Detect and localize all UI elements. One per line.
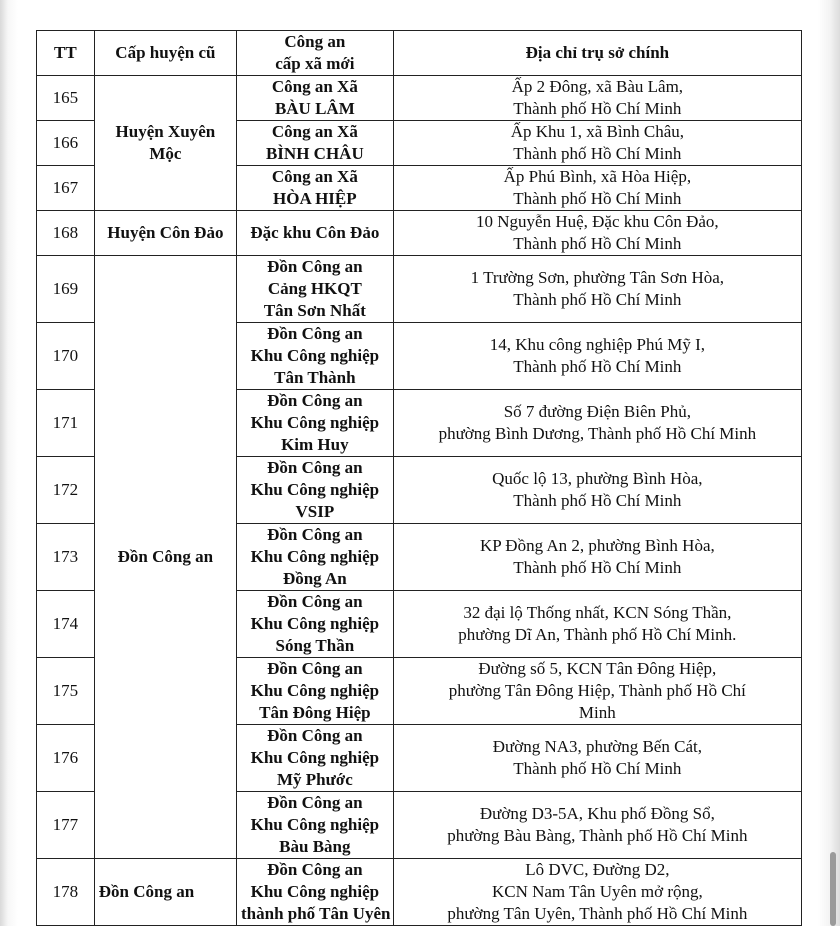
police-unit-line: Tân Đông Hiệp — [259, 703, 371, 722]
police-unit-line: VSIP — [295, 502, 335, 521]
police-unit-line: thành phố Tân Uyên — [241, 904, 391, 923]
police-unit-line: Khu Công nghiệp — [250, 815, 380, 834]
row-number: 173 — [37, 524, 95, 591]
police-unit-line: Khu Công nghiệp — [250, 681, 380, 700]
address-line: phường Bình Dương, Thành phố Hồ Chí Minh — [438, 424, 757, 443]
police-unit-line: Khu Công nghiệp — [250, 480, 380, 499]
address-line: Thành phố Hồ Chí Minh — [513, 290, 682, 309]
police-unit-line: Đồn Công an — [267, 793, 363, 812]
police-unit-line: Đồn Công an — [267, 458, 363, 477]
police-unit-line: Đồn Công an — [267, 726, 363, 745]
police-unit-line: Bàu Bàng — [279, 837, 351, 856]
address-line: Thành phố Hồ Chí Minh — [513, 189, 682, 208]
police-unit-line: Tân Sơn Nhất — [263, 301, 366, 320]
row-number: 177 — [37, 792, 95, 859]
address-line: Thành phố Hồ Chí Minh — [513, 234, 682, 253]
address-line: Thành phố Hồ Chí Minh — [513, 491, 682, 510]
address-line: Thành phố Hồ Chí Minh — [513, 759, 682, 778]
police-unit-line: BÀU LÂM — [274, 99, 355, 118]
address-line: Minh — [578, 703, 616, 722]
address-cell — [393, 256, 801, 323]
address-cell — [393, 792, 801, 859]
police-unit-line: Khu Công nghiệp — [250, 748, 380, 767]
police-unit-line: Đặc khu Côn Đảo — [250, 223, 380, 242]
address-line: 14, Khu công nghiệp Phú Mỹ I, — [489, 335, 706, 354]
old-district-cell: Đồn Công an — [94, 256, 236, 859]
row-number: 172 — [37, 457, 95, 524]
police-unit-line: Đồn Công an — [267, 592, 363, 611]
row-number: 174 — [37, 591, 95, 658]
address-cell — [393, 725, 801, 792]
police-units-table — [36, 30, 802, 926]
police-unit-line: Công an Xã — [271, 122, 358, 141]
header-old-district: Cấp huyện cũ — [94, 31, 236, 76]
police-unit-cell — [237, 121, 394, 166]
address-line: Số 7 đường Điện Biên Phủ, — [503, 402, 691, 421]
police-unit-cell — [237, 658, 394, 725]
address-line: Thành phố Hồ Chí Minh — [513, 144, 682, 163]
police-unit-line: Đồn Công an — [267, 324, 363, 343]
address-line: Thành phố Hồ Chí Minh — [513, 99, 682, 118]
address-cell — [393, 76, 801, 121]
police-unit-cell — [237, 166, 394, 211]
address-line: phường Tân Uyên, Thành phố Hồ Chí Minh — [447, 904, 748, 923]
police-unit-line: Khu Công nghiệp — [250, 346, 380, 365]
header-new-police — [237, 31, 394, 76]
row-number: 166 — [37, 121, 95, 166]
address-cell — [393, 591, 801, 658]
address-line: phường Bàu Bàng, Thành phố Hồ Chí Minh — [447, 826, 748, 845]
table-row — [37, 859, 802, 926]
address-line: Đường số 5, KCN Tân Đông Hiệp, — [478, 659, 717, 678]
police-unit-line: HÒA HIỆP — [273, 189, 357, 208]
police-unit-line: Đồn Công an — [267, 525, 363, 544]
row-number: 175 — [37, 658, 95, 725]
row-number: 167 — [37, 166, 95, 211]
row-number: 171 — [37, 390, 95, 457]
header-new-police-line2: cấp xã mới — [275, 54, 355, 73]
table-header-row — [37, 31, 802, 76]
police-unit-cell — [237, 524, 394, 591]
address-line: Ấp 2 Đông, xã Bàu Lâm, — [511, 77, 684, 96]
police-unit-line: Khu Công nghiệp — [250, 614, 380, 633]
police-unit-cell — [237, 859, 394, 926]
police-unit-line: Cảng HKQT — [267, 279, 362, 298]
row-number: 178 — [37, 859, 95, 926]
police-unit-cell — [237, 725, 394, 792]
address-line: phường Dĩ An, Thành phố Hồ Chí Minh. — [458, 625, 737, 644]
police-unit-line: Đồn Công an — [267, 860, 363, 879]
address-line: 10 Nguyễn Huệ, Đặc khu Côn Đảo, — [476, 212, 719, 231]
old-district-cell: Huyện Côn Đảo — [94, 211, 236, 256]
police-unit-line: Khu Công nghiệp — [250, 882, 380, 901]
police-unit-line: Kim Huy — [281, 435, 349, 454]
address-line: Ấp Phú Bình, xã Hòa Hiệp, — [503, 167, 692, 186]
police-unit-line: Công an Xã — [271, 167, 358, 186]
row-number: 165 — [37, 76, 95, 121]
police-unit-line: Đồn Công an — [267, 659, 363, 678]
address-cell — [393, 323, 801, 390]
police-unit-cell — [237, 211, 394, 256]
address-line: phường Tân Đông Hiệp, Thành phố Hồ Chí — [448, 681, 746, 700]
address-cell — [393, 457, 801, 524]
address-line: Ấp Khu 1, xã Bình Châu, — [510, 122, 684, 141]
address-line: 1 Trường Sơn, phường Tân Sơn Hòa, — [470, 268, 725, 287]
address-line: Đường NA3, phường Bến Cát, — [492, 737, 702, 756]
police-unit-line: Đồn Công an — [267, 257, 363, 276]
police-unit-line: Khu Công nghiệp — [250, 413, 380, 432]
row-number: 169 — [37, 256, 95, 323]
address-line: KCN Nam Tân Uyên mở rộng, — [491, 882, 703, 901]
address-cell — [393, 211, 801, 256]
scrollbar[interactable] — [830, 852, 836, 926]
police-unit-cell — [237, 792, 394, 859]
police-unit-cell — [237, 76, 394, 121]
address-cell — [393, 658, 801, 725]
address-line: Thành phố Hồ Chí Minh — [513, 558, 682, 577]
address-cell — [393, 524, 801, 591]
address-cell — [393, 121, 801, 166]
police-unit-line: BÌNH CHÂU — [265, 144, 364, 163]
police-unit-line: Công an Xã — [271, 77, 358, 96]
police-unit-line: Đồng An — [282, 569, 347, 588]
police-unit-line: Khu Công nghiệp — [250, 547, 380, 566]
address-line: Quốc lộ 13, phường Bình Hòa, — [492, 469, 703, 488]
address-line: 32 đại lộ Thống nhất, KCN Sóng Thần, — [463, 603, 732, 622]
address-line: Thành phố Hồ Chí Minh — [513, 357, 682, 376]
row-number: 168 — [37, 211, 95, 256]
police-unit-line: Đồn Công an — [267, 391, 363, 410]
header-new-police-line1: Công an — [284, 32, 346, 51]
address-cell — [393, 390, 801, 457]
police-unit-cell — [237, 591, 394, 658]
table-row — [37, 76, 802, 121]
table-row — [37, 211, 802, 256]
police-unit-cell — [237, 256, 394, 323]
police-unit-line: Sóng Thần — [275, 636, 355, 655]
police-unit-line: Tân Thành — [274, 368, 356, 387]
row-number: 176 — [37, 725, 95, 792]
table-row — [37, 256, 802, 323]
address-cell — [393, 166, 801, 211]
header-tt: TT — [37, 31, 95, 76]
police-unit-cell — [237, 390, 394, 457]
police-unit-cell — [237, 323, 394, 390]
address-cell — [393, 859, 801, 926]
police-unit-cell — [237, 457, 394, 524]
header-address: Địa chỉ trụ sở chính — [393, 31, 801, 76]
old-district-cell: Đồn Công an — [94, 859, 236, 926]
address-line: Đường D3-5A, Khu phố Đồng Sổ, — [479, 804, 715, 823]
old-district-cell: Huyện Xuyên Mộc — [94, 76, 236, 211]
address-line: Lô DVC, Đường D2, — [525, 860, 670, 879]
row-number: 170 — [37, 323, 95, 390]
police-unit-line: Mỹ Phước — [276, 770, 353, 789]
address-line: KP Đồng An 2, phường Bình Hòa, — [479, 536, 715, 555]
